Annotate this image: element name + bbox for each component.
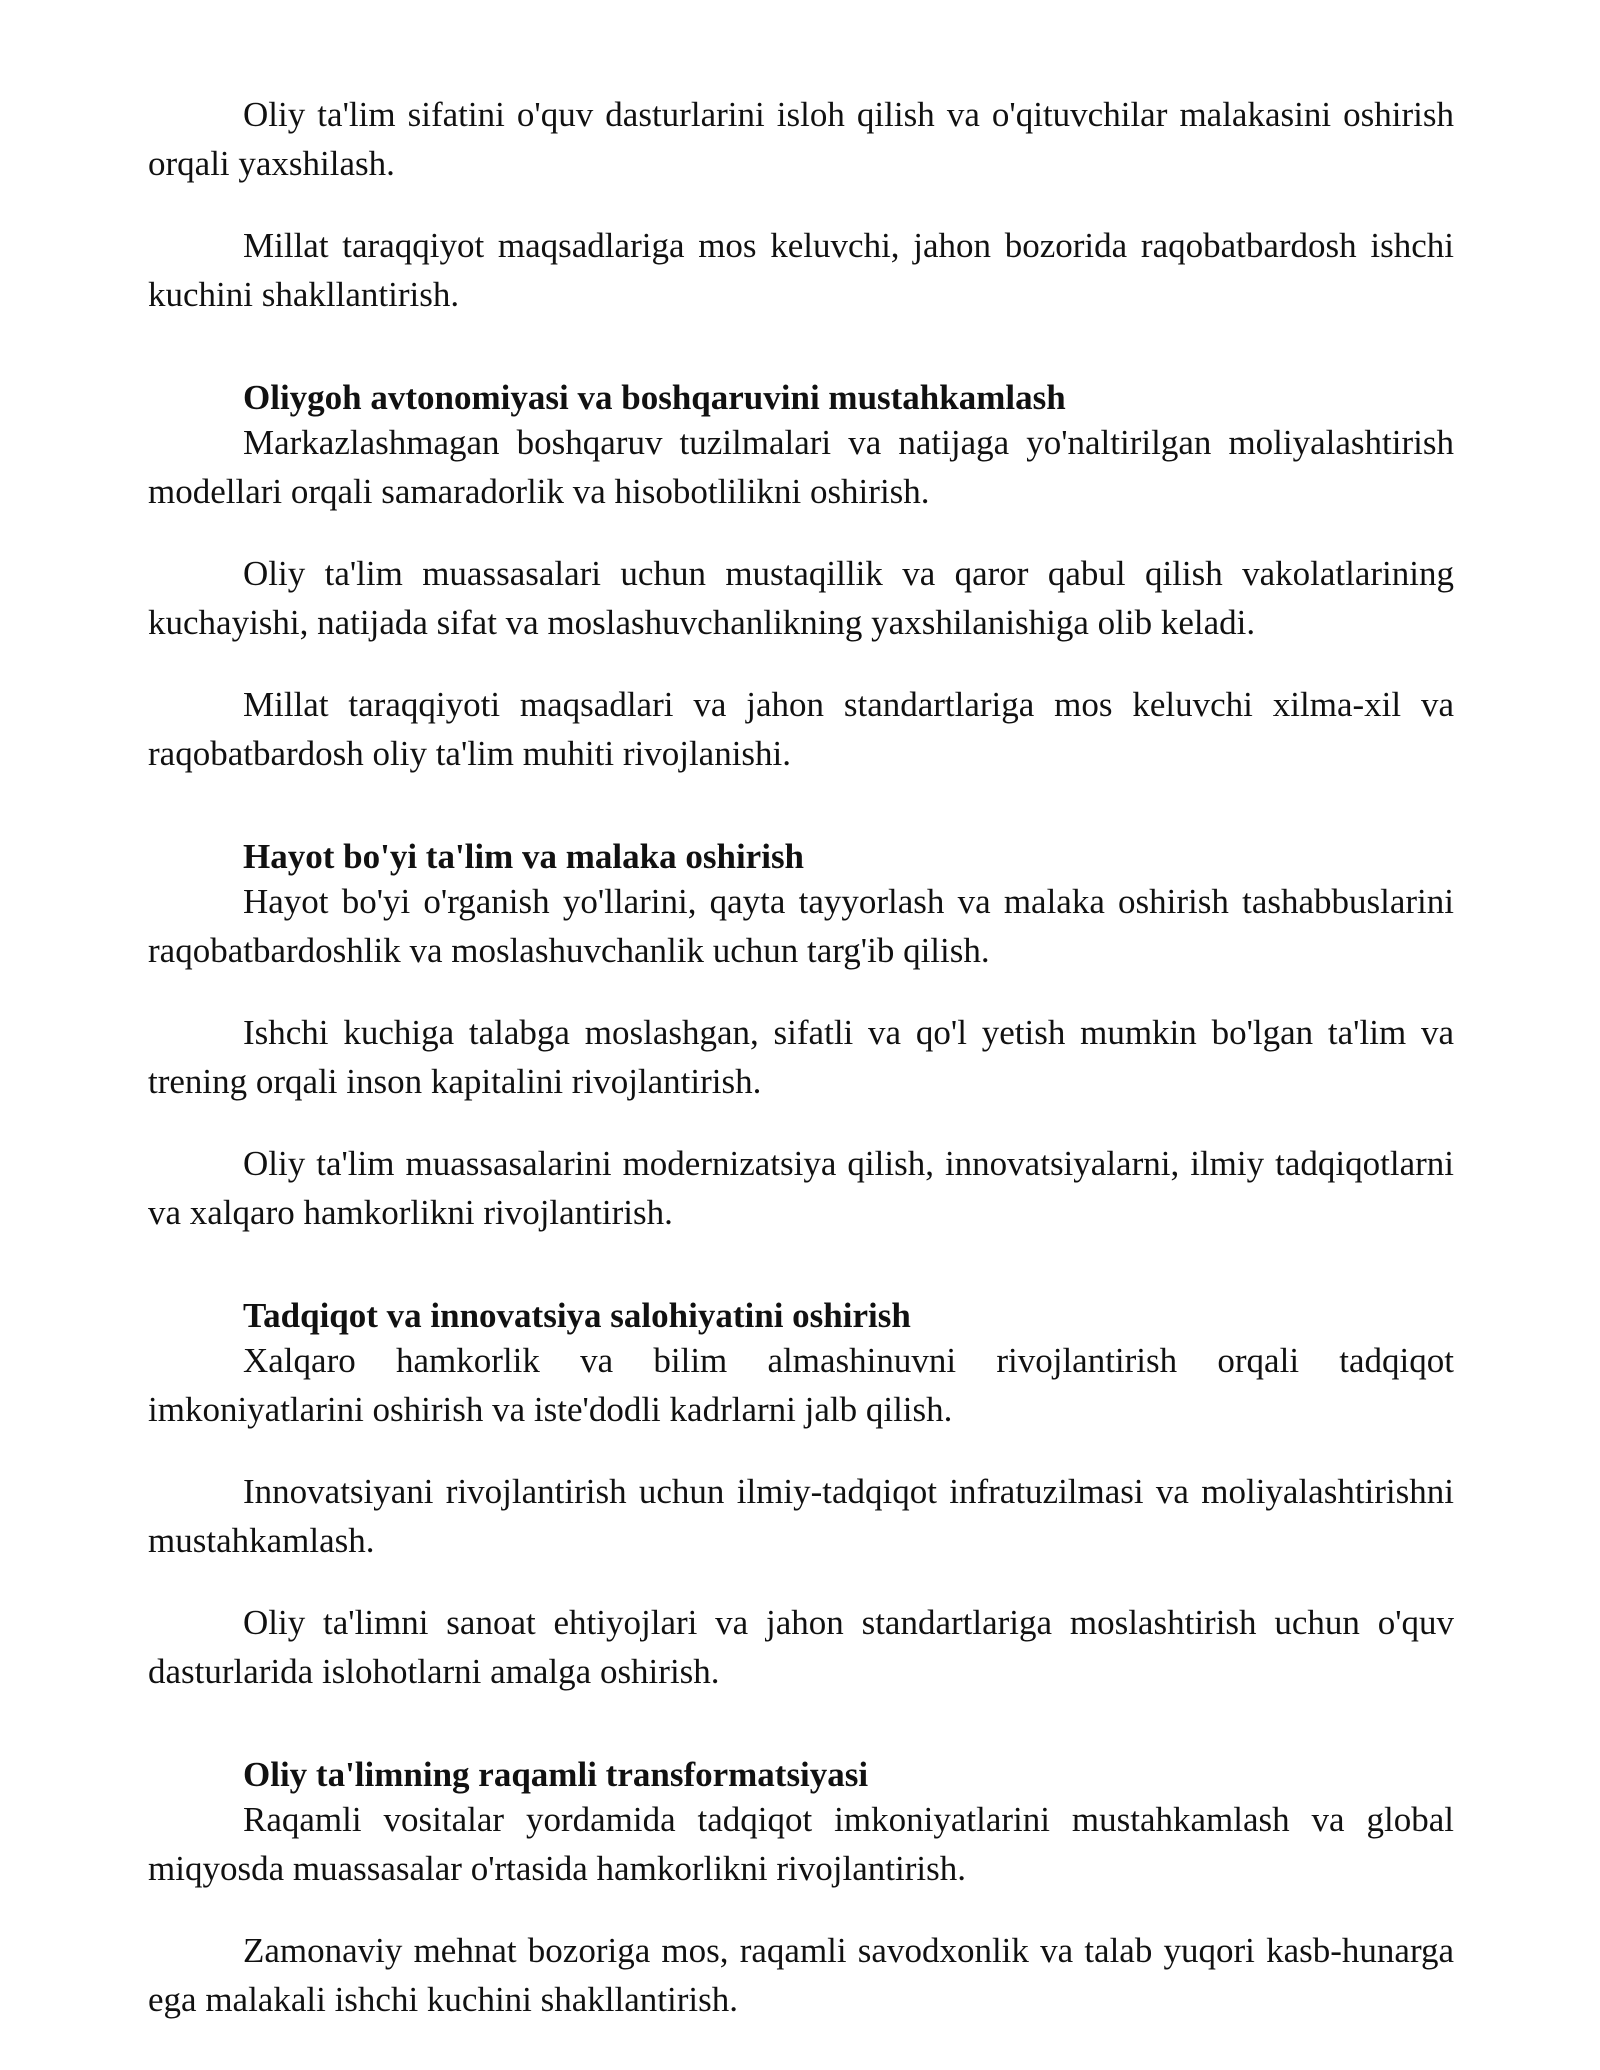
section-paragraph: Oliy ta'lim muassasalarini modernizatsiya qilish, innovatsiyalarni, ilmiy tadqiqotlarni va xalqaro hamkorlikni rivojlantirish. <box>148 1144 1454 1232</box>
section-heading: Oliygoh avtonomiyasi va boshqaruvini mustahkamlash <box>243 378 1066 417</box>
intro-paragraph: Millat taraqqiyot maqsadlariga mos keluvchi, jahon bozorida raqobatbardosh ishchi kuchini shakllantirish. <box>148 226 1454 314</box>
section-lifelong-learning <box>148 836 1454 1237</box>
section-heading: Oliy ta'limning raqamli transformatsiyasi <box>243 1755 869 1794</box>
section-digital-transformation <box>148 1754 1454 2024</box>
section-paragraph: Markazlashmagan boshqaruv tuzilmalari va natijaga yo'naltirilgan moliyalashtirish modellari orqali samaradorlik va hisobotlilikni oshirish. <box>148 423 1454 511</box>
section-autonomy <box>148 377 1454 778</box>
intro-paragraph: Oliy ta'lim sifatini o'quv dasturlarini isloh qilish va o'qituvchilar malakasini oshirish orqali yaxshilash. <box>148 95 1454 183</box>
section-paragraph: Innovatsiyani rivojlantirish uchun ilmiy-tadqiqot infratuzilmasi va moliyalashtirishni mustahkamlash. <box>148 1472 1454 1560</box>
section-paragraph: Zamonaviy mehnat bozoriga mos, raqamli savodxonlik va talab yuqori kasb-hunarga ega malakali ishchi kuchini shakllantirish. <box>148 1931 1454 2019</box>
section-paragraph: Raqamli vositalar yordamida tadqiqot imkoniyatlarini mustahkamlash va global miqyosda muassasalar o'rtasida hamkorlikni rivojlantirish. <box>148 1800 1454 1888</box>
section-paragraph: Oliy ta'limni sanoat ehtiyojlari va jahon standartlariga moslashtirish uchun o'quv dasturlarida islohotlarni amalga oshirish. <box>148 1603 1454 1691</box>
section-paragraph: Millat taraqqiyoti maqsadlari va jahon standartlariga mos keluvchi xilma-xil va raqobatbardosh oliy ta'lim muhiti rivojlanishi. <box>148 685 1454 773</box>
section-research-innovation <box>148 1295 1454 1696</box>
section-paragraph: Ishchi kuchiga talabga moslashgan, sifatli va qo'l yetish mumkin bo'lgan ta'lim va trening orqali inson kapitalini rivojlantirish. <box>148 1013 1454 1101</box>
section-heading: Tadqiqot va innovatsiya salohiyatini oshirish <box>243 1296 911 1335</box>
document-page <box>148 90 1454 2057</box>
section-paragraph: Hayot bo'yi o'rganish yo'llarini, qayta tayyorlash va malaka oshirish tashabbuslarini raqobatbardoshlik va moslashuvchanlik uchun targ'ib qilish. <box>148 882 1454 970</box>
section-paragraph: Oliy ta'lim muassasalari uchun mustaqillik va qaror qabul qilish vakolatlarining kuchayishi, natijada sifat va moslashuvchanlikning yaxshilanishiga olib keladi. <box>148 554 1454 642</box>
section-heading: Hayot bo'yi ta'lim va malaka oshirish <box>243 837 805 876</box>
section-paragraph: Xalqaro hamkorlik va bilim almashinuvni rivojlantirish orqali tadqiqot imkoniyatlarini oshirish va iste'dodli kadrlarni jalb qilish. <box>148 1341 1454 1429</box>
